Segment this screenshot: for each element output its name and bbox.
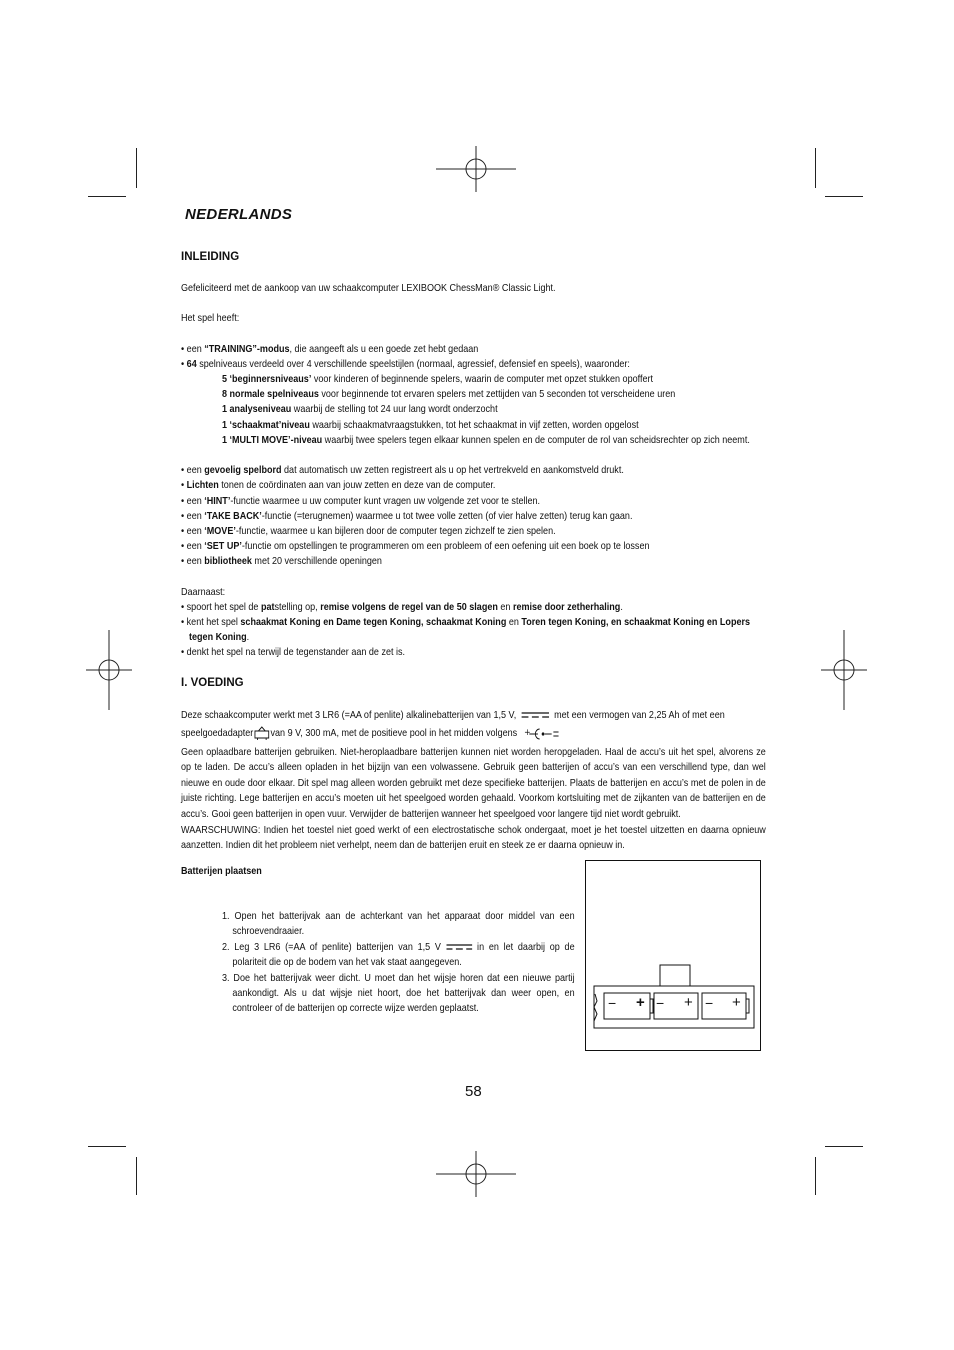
- feature-lights: • Lichten tonen de coördinaten aan van jouw zetten en deze van de computer.: [181, 479, 496, 491]
- feature-set-up: • een ‘SET UP’-functie om opstellingen te programmeren om een probleem of een oefening uit een boek op te lossen: [181, 540, 650, 552]
- power-line-1: Deze schaakcomputer werkt met 3 LR6 (=AA of penlite) alkalinebatterijen van 1,5 V, met een vermogen van 2,25 Ah of met een: [181, 709, 725, 721]
- registration-mark-left: [86, 630, 132, 710]
- game-has-text: Het spel heeft:: [181, 312, 240, 324]
- level-analysis: 1 analyseniveau waarbij de stelling tot 24 uur lang wordt onderzocht: [222, 403, 498, 415]
- level-multi-move: 1 ‘MULTI MOVE’-niveau waarbij twee spelers tegen elkaar kunnen spelen en de computer de rol van scheidsrechter op zich neemt.: [222, 434, 750, 446]
- battery-compartment-figure: [585, 860, 761, 1051]
- battery-2-plus-label: +: [684, 994, 693, 1011]
- level-beginners: 5 ‘beginnersniveaus’ voor kinderen of beginnende spelers, waarin de computer met opzet stukken opoffert: [222, 373, 654, 385]
- registration-mark-bottom: [436, 1151, 516, 1197]
- power-line-2: speelgoedadapter van 9 V, 300 mA, met de positieve pool in het midden volgens +: [181, 726, 560, 741]
- battery-1-plus-label: +: [636, 994, 645, 1011]
- battery-2-minus-label: −: [656, 995, 665, 1011]
- feature-move: • een ‘MOVE’-functie, waarmee u kan bijleren door de computer tegen zichzelf te zien spelen.: [181, 525, 556, 537]
- battery-instructions: Geen oplaadbare batterijen gebruiken. Niet-heroplaadbare batterijen kunnen niet worden heropgeladen. Haal de accu’s uit het spel, alvorens ze op te laden. De accu’s alleen opladen in het bijzijn van een volwassene. Gebruik geen batterijen of accu’s van een verschillend type, dan wel nieuwe en oude door elkaar. Dit spel mag alleen worden gebruikt met deze specifieke batterijen. Plaats de batterijen en accu’s met de polen in de juiste richting. Lege batterijen en accu’s moeten uit het speelgoed worden gehaald. Voorkom kortsluiting met de zijkanten van de batterijen en de accu’s. Gooi geen batterijen in open vuur. Verwijder de batterijen wanneer het speelgoed voor langere tijd niet wordt gebruikt.: [181, 746, 766, 820]
- thinks-text: • denkt het spel na terwijl de tegenstander aan de zet is.: [181, 646, 406, 658]
- dc-voltage-icon: [521, 711, 549, 719]
- language-heading: NEDERLANDS: [185, 206, 293, 223]
- battery-3-plus-label: +: [732, 994, 741, 1011]
- battery-3-minus-label: −: [705, 995, 714, 1011]
- checkmate-knowledge-cont: tegen Koning.: [189, 631, 250, 643]
- checkmate-knowledge: • kent het spel schaakmat Koning en Dame tegen Koning, schaakmat Koning en Toren tegen Koning, en schaakmat Koning en Lopers: [181, 616, 751, 628]
- sub-heading-batteries: Batterijen plaatsen: [181, 865, 262, 877]
- feature-hint: • een ‘HINT’-functie waarmee u uw computer kunt vragen uw volgende zet voor te stellen.: [181, 495, 541, 507]
- svg-text:+: +: [524, 726, 531, 738]
- dc-voltage-icon: [446, 943, 472, 951]
- step-2: 2. Leg 3 LR6 (=AA of penlite) batterijen van 1,5 V in en let daarbij op de polariteit die op de bodem van het vak staat aangegeven.: [222, 940, 575, 969]
- level-checkmate: 1 ‘schaakmat’niveau waarbij schaakmatvraagstukken, tot het schaakmat in vijf zetten, worden opgelost: [222, 419, 639, 431]
- feature-library: • een bibliotheek met 20 verschillende openingen: [181, 555, 382, 567]
- page-number: 58: [465, 1083, 482, 1100]
- step-3: 3. Doe het batterijvak weer dicht. U moet dan het wijsje horen dat een nieuwe partij aankondigt. Als u dat wijsje niet hoort, doe het batterijvak dan weer open, en controleer of de batterijen op correcte wijze werden geplaatst.: [222, 971, 575, 1015]
- draw-detection: • spoort het spel de patstelling op, remise volgens de regel van de 50 slagen en remise door zetherhaling.: [181, 601, 623, 613]
- adapter-icon: [253, 726, 270, 740]
- battery-1-minus-label: −: [608, 995, 617, 1011]
- feature-take-back: • een ‘TAKE BACK’-functie (=terugnemen) waarmee u tot twee volle zetten (of vier halve zetten) terug kan gaan.: [181, 510, 633, 522]
- section-heading-intro: INLEIDING: [181, 251, 240, 263]
- steps-list: [222, 909, 575, 1017]
- warning-text: WAARSCHUWING: Indien het toestel niet goed werkt of een electrostatische schok ondergaat, moet je het toestel uitzetten en daarna opnieuw aanzetten. Indien dit het probleem niet verhelpt, neem dan de batterijen eruit en steek ze er daarna opnieuw in.: [181, 824, 766, 852]
- polarity-icon: [522, 726, 560, 740]
- section-heading-power: I. VOEDING: [181, 677, 244, 689]
- feature-levels: • 64 spelniveaus verdeeld over 4 verschillende speelstijlen (normaal, agressief, defensief en speels), waaronder:: [181, 358, 630, 370]
- feature-board: • een gevoelig spelbord dat automatisch uw zetten registreert als u op het vertrekveld en aankomstveld drukt.: [181, 464, 624, 476]
- step-1: 1. Open het batterijvak aan de achterkant van het apparaat door middel van een schroevendraaier.: [222, 910, 575, 938]
- besides-text: Daarnaast:: [181, 586, 226, 598]
- feature-training: • een “TRAINING”-modus, die aangeeft als u een goede zet hebt gedaan: [181, 343, 479, 355]
- congrats-text: Gefeliciteerd met de aankoop van uw schaakcomputer LEXIBOOK ChessMan® Classic Light.: [181, 282, 556, 294]
- level-normal: 8 normale spelniveaus voor beginnende tot ervaren spelers met zettijden van 5 seconden tot verscheidene uren: [222, 388, 676, 400]
- registration-mark-top: [436, 146, 516, 192]
- registration-mark-right: [821, 630, 867, 710]
